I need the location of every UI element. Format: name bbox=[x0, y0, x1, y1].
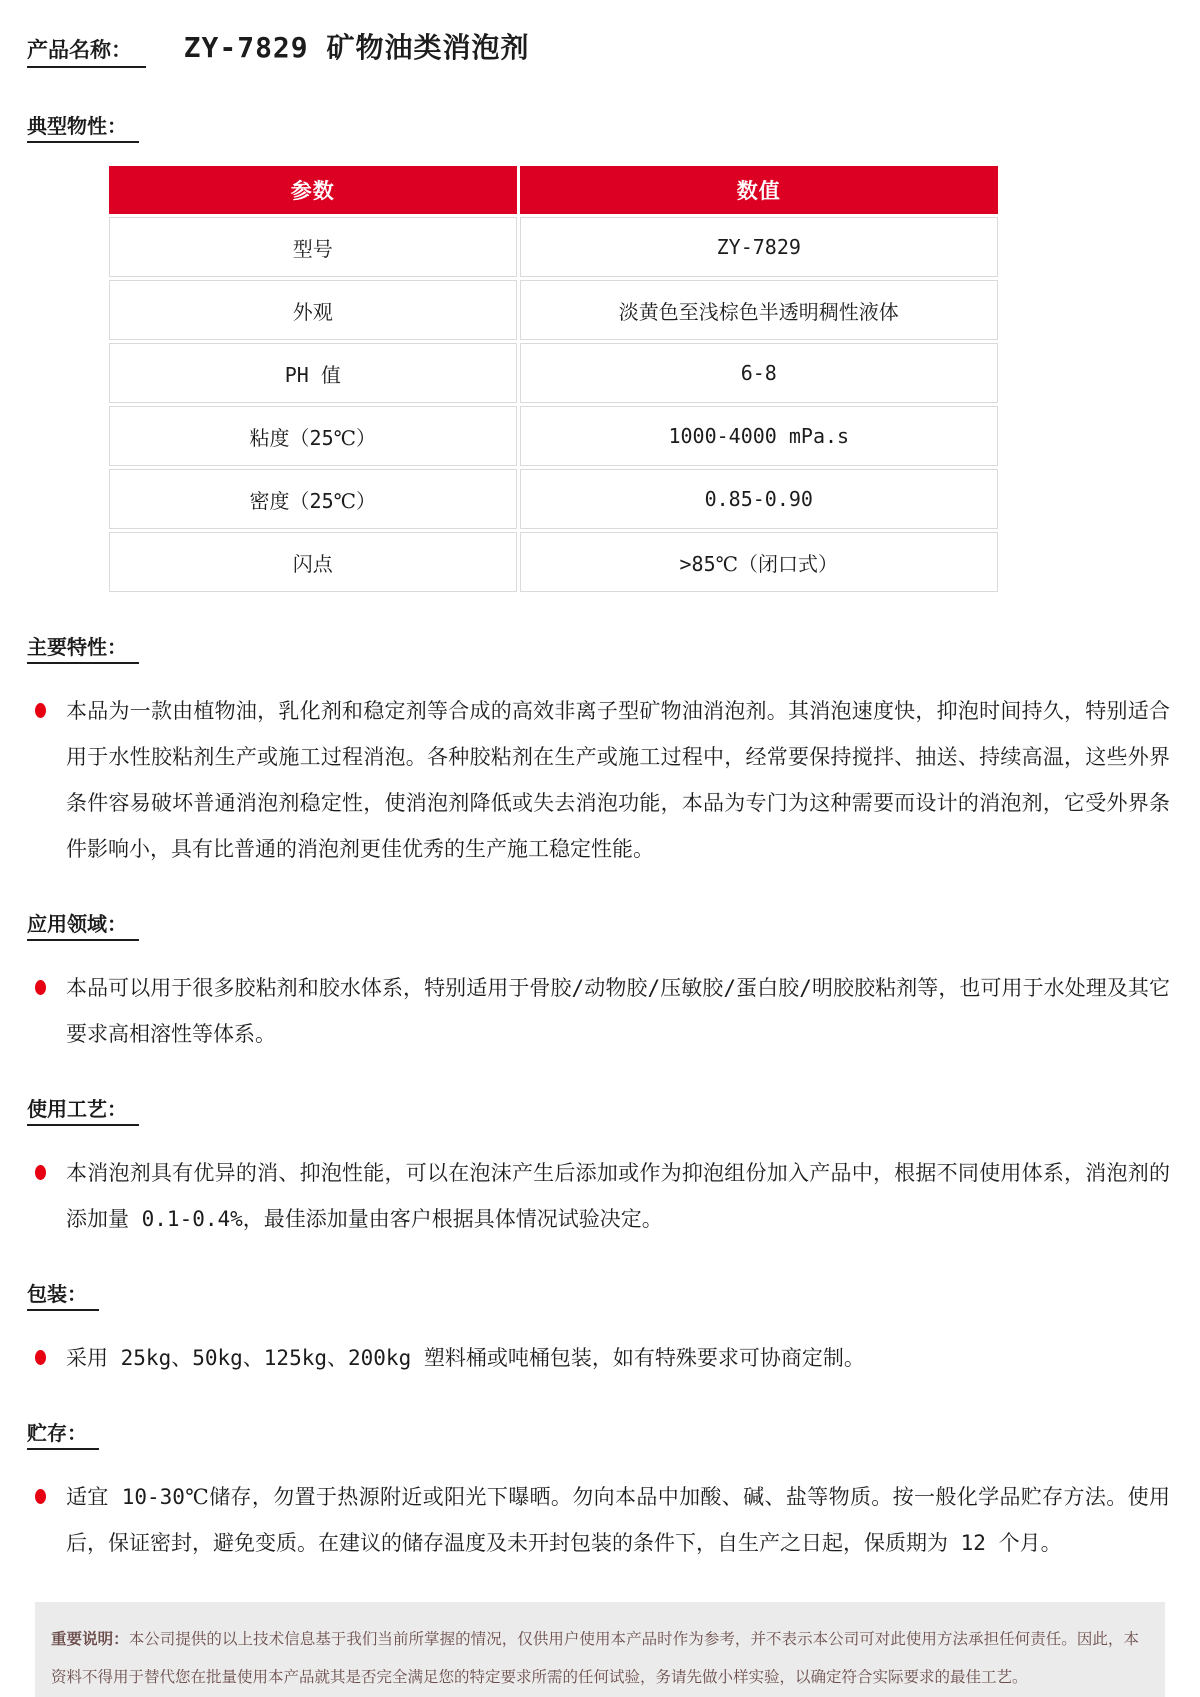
bullet-dot-icon bbox=[35, 1350, 46, 1365]
sections bbox=[27, 631, 1170, 1566]
bullet-text: 本消泡剂具有优异的消、抑泡性能，可以在泡沫产生后添加或作为抑泡组份加入产品中，根据不同使用体系，消泡剂的添加量 0.1-0.4%，最佳添加量由客户根据具体情况试验决定。 bbox=[66, 1161, 1170, 1231]
title-row bbox=[27, 26, 1170, 68]
table-row bbox=[109, 406, 998, 466]
section-heading: 应用领域： bbox=[27, 908, 139, 941]
important-note-paragraph bbox=[51, 1620, 1139, 1696]
important-note-label: 重要说明： bbox=[51, 1630, 129, 1648]
value-cell: ZY-7829 bbox=[520, 217, 998, 277]
bullet-list bbox=[27, 1150, 1170, 1242]
bullet-list bbox=[27, 1335, 1170, 1381]
section bbox=[27, 1278, 1170, 1381]
value-cell: >85℃（闭口式） bbox=[520, 532, 998, 592]
param-cell: 密度（25℃） bbox=[109, 469, 517, 529]
bullet-text: 本品可以用于很多胶粘剂和胶水体系，特别适用于骨胶/动物胶/压敏胶/蛋白胶/明胶胶粘剂等，也可用于水处理及其它要求高相溶性等体系。 bbox=[66, 976, 1170, 1046]
value-cell: 1000-4000 mPa.s bbox=[520, 406, 998, 466]
section-heading: 贮存： bbox=[27, 1417, 99, 1450]
param-cell: 闪点 bbox=[109, 532, 517, 592]
product-name-label: 产品名称： bbox=[27, 34, 146, 68]
typical-properties-heading-wrap bbox=[27, 110, 1170, 143]
bullet-list bbox=[27, 688, 1170, 872]
properties-table-body bbox=[109, 217, 998, 592]
important-note-box bbox=[35, 1602, 1165, 1697]
param-cell: 粘度（25℃） bbox=[109, 406, 517, 466]
properties-table-head bbox=[109, 166, 998, 214]
value-cell: 0.85-0.90 bbox=[520, 469, 998, 529]
section-heading: 使用工艺： bbox=[27, 1093, 139, 1126]
section bbox=[27, 631, 1170, 872]
table-row bbox=[109, 343, 998, 403]
param-cell: 型号 bbox=[109, 217, 517, 277]
section bbox=[27, 1093, 1170, 1242]
bullet-dot-icon bbox=[35, 703, 46, 718]
bullet-list bbox=[27, 1474, 1170, 1566]
bullet-list bbox=[27, 965, 1170, 1057]
section bbox=[27, 1417, 1170, 1566]
param-header-cell: 参数 bbox=[109, 166, 517, 214]
bullet-text: 采用 25kg、50kg、125kg、200kg 塑料桶或吨桶包装，如有特殊要求可协商定制。 bbox=[66, 1346, 865, 1370]
table-row bbox=[109, 469, 998, 529]
bullet-dot-icon bbox=[35, 1165, 46, 1180]
section-heading: 主要特性： bbox=[27, 631, 139, 664]
bullet-dot-icon bbox=[35, 1489, 46, 1504]
section-heading: 包装： bbox=[27, 1278, 99, 1311]
typical-properties-heading: 典型物性： bbox=[27, 110, 139, 143]
value-cell: 淡黄色至浅棕色半透明稠性液体 bbox=[520, 280, 998, 340]
page-title: ZY-7829 矿物油类消泡剂 bbox=[183, 31, 530, 64]
table-row bbox=[109, 280, 998, 340]
value-header-cell: 数值 bbox=[520, 166, 998, 214]
bullet-item bbox=[27, 1474, 1170, 1566]
bullet-item bbox=[27, 965, 1170, 1057]
bullet-text: 本品为一款由植物油，乳化剂和稳定剂等合成的高效非离子型矿物油消泡剂。其消泡速度快，抑泡时间持久，特别适合用于水性胶粘剂生产或施工过程消泡。各种胶粘剂在生产或施工过程中，经常要保持搅拌、抽送、持续高温，这些外界条件容易破坏普通消泡剂稳定性，使消泡剂降低或失去消泡功能，本品为专门为这种需要而设计的消泡剂，它受外界条件影响小，具有比普通的消泡剂更佳优秀的生产施工稳定性能。 bbox=[66, 699, 1170, 861]
section bbox=[27, 908, 1170, 1057]
table-row bbox=[109, 217, 998, 277]
important-note-text: 本公司提供的以上技术信息基于我们当前所掌握的情况，仅供用户使用本产品时作为参考，并不表示本公司可对此使用方法承担任何责任。因此，本资料不得用于替代您在批量使用本产品就其是否完全满足您的特定要求所需的任何试验，务请先做小样实验，以确定符合实际要求的最佳工艺。 bbox=[51, 1630, 1139, 1686]
bullet-text: 适宜 10-30℃储存，勿置于热源附近或阳光下曝晒。勿向本品中加酸、碱、盐等物质。按一般化学品贮存方法。使用后，保证密封，避免变质。在建议的储存温度及未开封包装的条件下，自生产之日起，保质期为 12 个月。 bbox=[66, 1485, 1170, 1555]
bullet-item bbox=[27, 1150, 1170, 1242]
param-cell: PH 值 bbox=[109, 343, 517, 403]
param-cell: 外观 bbox=[109, 280, 517, 340]
value-cell: 6-8 bbox=[520, 343, 998, 403]
table-header-row bbox=[109, 166, 998, 214]
bullet-dot-icon bbox=[35, 980, 46, 995]
properties-table bbox=[106, 163, 1001, 595]
bullet-item bbox=[27, 688, 1170, 872]
table-row bbox=[109, 532, 998, 592]
bullet-item bbox=[27, 1335, 1170, 1381]
